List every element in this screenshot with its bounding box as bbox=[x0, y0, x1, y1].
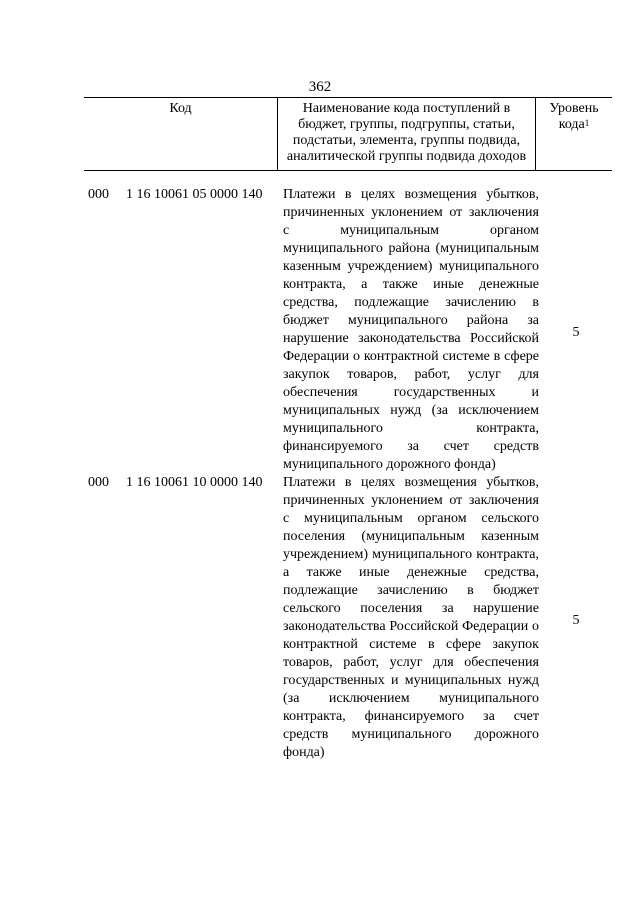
header-level-label: Уровень кода bbox=[549, 101, 599, 132]
income-name: Платежи в целях возмещения убытков, причиненных уклонением от заключения с муниципальным органом сельского поселения (муниципальным казенным учреждением) муниципального контракта, а также иные денежные средства, подлежащие зачислению в бюджет сельского поселения за нарушение законодательства Российской Федерации о контрактной системе в сфере закупок товаров, работ, услуг для обеспечения государственных и муниципальных нужд (за исключением муниципального контракта, финансируемого за счет средств муниципального дорожного фонда) bbox=[283, 475, 539, 760]
income-level: 5 bbox=[572, 613, 580, 628]
header-name: Наименование кода поступлений в бюджет, группы, подгруппы, статьи, подстатьи, элемента, группы подвида, аналитической группы подвида доходов bbox=[278, 98, 536, 170]
table-header bbox=[84, 97, 612, 171]
header-code: Код bbox=[84, 98, 278, 170]
income-name: Платежи в целях возмещения убытков, причиненных уклонением от заключения с муниципальным органом муниципального района (муниципальным казенным учреждением) муниципального контракта, а также иные денежные средства, подлежащие зачислению в бюджет муниципального района за нарушение законодательства Российской Федерации о контрактной системе в сфере закупок товаров, работ, услуг для обеспечения государственных и муниципальных нужд (за исключением муниципального контракта, финансируемого за счет средств муниципального дорожного фонда) bbox=[283, 187, 539, 472]
header-level-footnote: 1 bbox=[584, 118, 590, 128]
admin-code: 000 bbox=[88, 475, 109, 490]
page-number: 362 bbox=[308, 79, 332, 95]
income-code: 1 16 10061 10 0000 140 bbox=[126, 475, 263, 490]
header-level bbox=[536, 98, 612, 170]
admin-code: 000 bbox=[88, 187, 109, 202]
income-code: 1 16 10061 05 0000 140 bbox=[126, 187, 263, 202]
income-level: 5 bbox=[572, 325, 580, 340]
